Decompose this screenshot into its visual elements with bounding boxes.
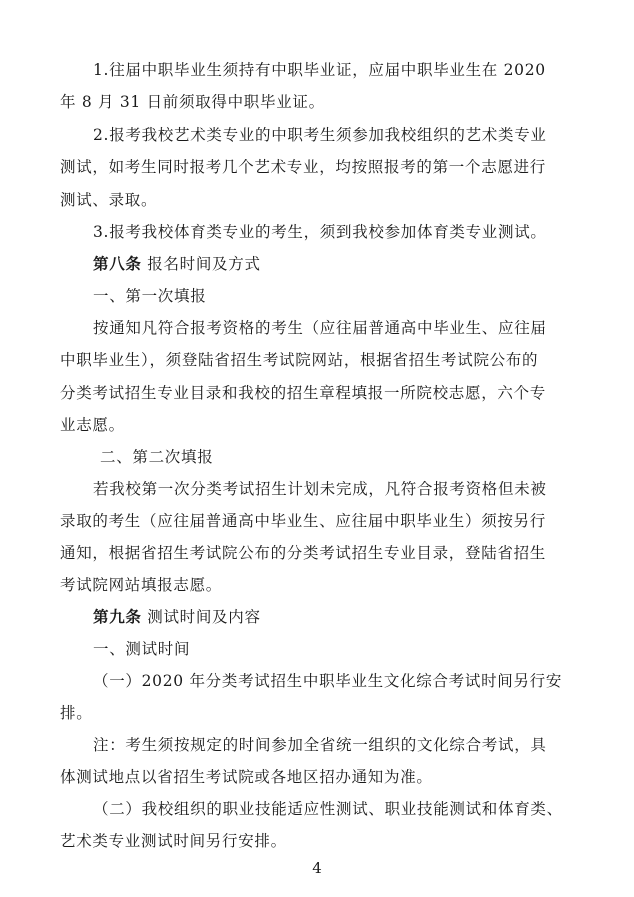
article-9-label: 第九条 [93,607,142,626]
paragraph-line: 分类考试招生专业目录和我校的招生章程填报一所院校志愿，六个专 [60,384,547,402]
note-line: 体测试地点以省招生考试院或各地区招办通知为准。 [60,768,433,786]
paragraph-line: 测试，如考生同时报考几个艺术专业，均按照报考的第一个志愿进行 [60,158,547,176]
section-heading: 二、第二次填报 [100,448,214,466]
paragraph-line: （二）我校组织的职业技能适应性测试、职业技能测试和体育类、 [93,800,563,818]
article-9-heading [93,607,261,627]
paragraph-line: 测试、录取。 [60,191,158,209]
paragraph-line: （一）2020 年分类考试招生中职毕业生文化综合考试时间另行安 [93,672,563,690]
section-heading: 一、测试时间 [93,640,191,658]
article-8-label: 第八条 [93,254,142,273]
paragraph-line: 中职毕业生），须登陆省招生考试院网站，根据省招生考试院公布的 [60,351,539,369]
section-heading: 一、第一次填报 [93,287,207,305]
paragraph-line: 艺术类专业测试时间另行安排。 [60,832,287,850]
paragraph-line: 通知，根据省招生考试院公布的分类考试招生专业目录，登陆省招生 [60,544,547,562]
paragraph-line: 录取的考生（应往届普通高中毕业生、应往届中职毕业生）须按另行 [60,512,547,530]
article-8-heading [93,254,261,274]
paragraph-line: 排。 [60,704,93,722]
article-9-title: 测试时间及内容 [147,608,261,626]
paragraph-line: 若我校第一次分类考试招生计划未完成，凡符合报考资格但未被 [93,480,547,498]
paragraph-line: 2.报考我校艺术类专业的中职考生须参加我校组织的艺术类专业 [93,126,547,144]
paragraph-line: 年 8 月 31 日前须取得中职毕业证。 [60,93,325,111]
paragraph-line: 业志愿。 [60,416,125,434]
article-8-title: 报名时间及方式 [147,255,261,273]
page-number: 4 [312,859,322,877]
paragraph-line: 3.报考我校体育类专业的考生，须到我校参加体育类专业测试。 [93,223,547,241]
paragraph-line: 考试院网站填报志愿。 [60,576,223,594]
paragraph-line: 1.往届中职毕业生须持有中职毕业证，应届中职毕业生在 2020 [93,61,546,79]
note-line: 注：考生须按规定的时间参加全省统一组织的文化综合考试，具 [93,736,547,754]
paragraph-line: 按通知凡符合报考资格的考生（应往届普通高中毕业生、应往届 [93,319,547,337]
